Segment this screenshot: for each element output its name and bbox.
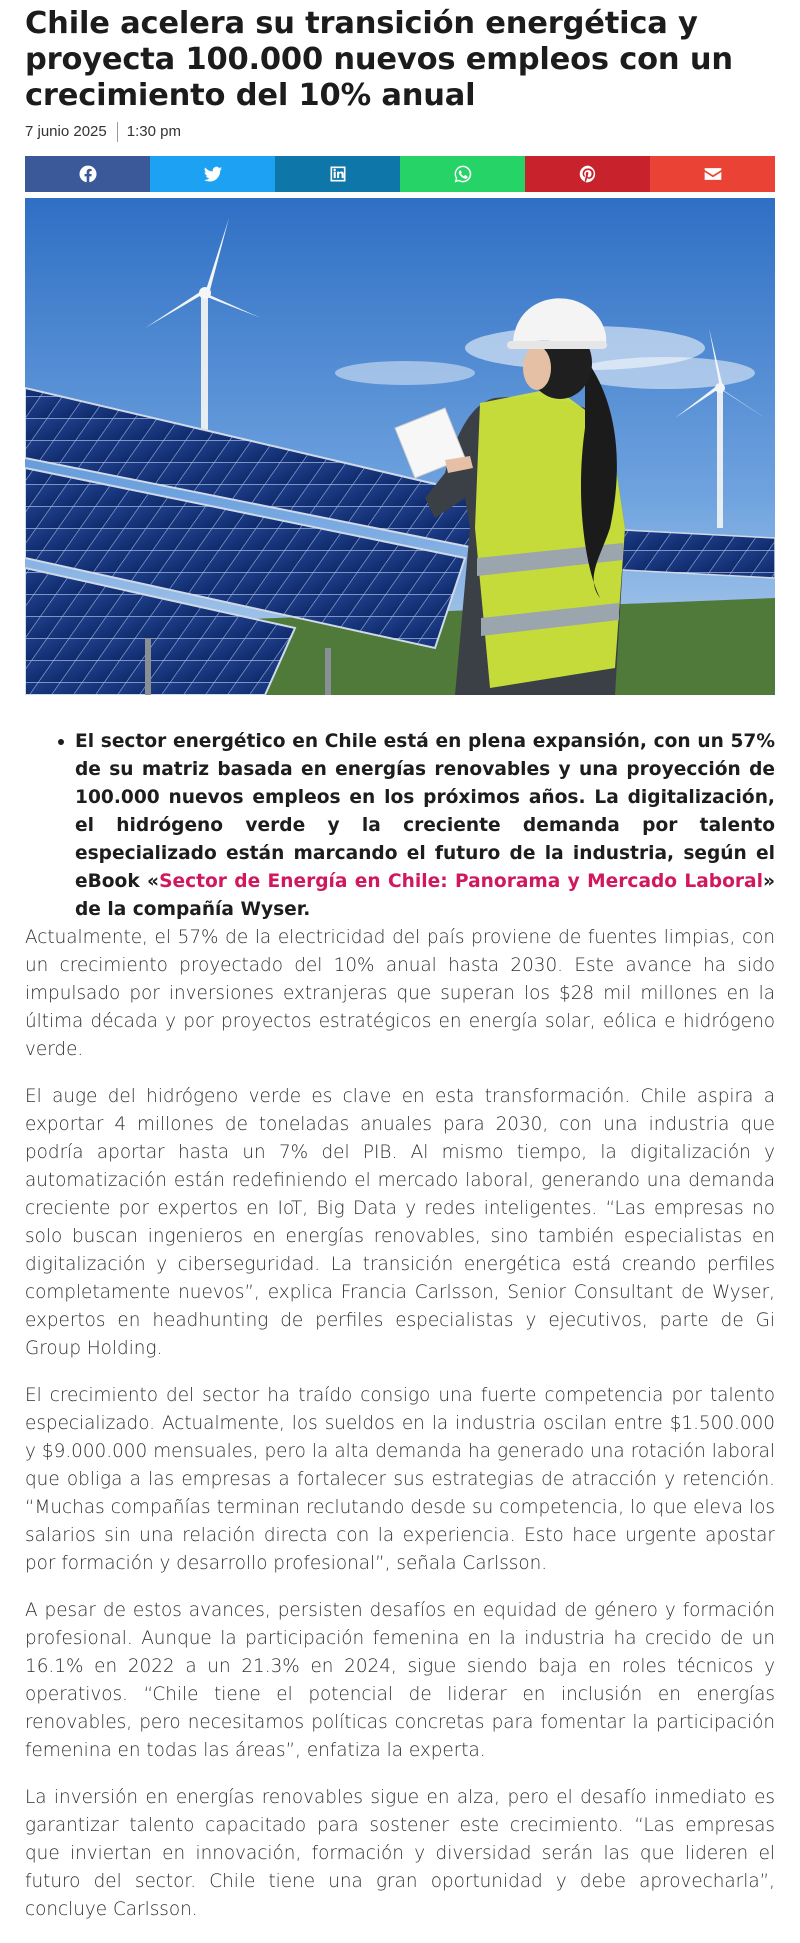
paragraph-3: El crecimiento del sector ha traído consigo una fuerte competencia por talento especializado. Actualmente, los sueldos en la industria oscilan entre $1.500.000 y $9.000.000 mensuales, pero la alta demanda ha generado una rotación laboral que obliga a las empresas a fortalecer sus estrategias de atracción y retención. “Muchas compañías terminan reclutando desde su competencia, lo que eleva los salarios sin una relación directa con la experiencia. Esto hace urgente apostar por formación y desarrollo profesional”, señala Carlsson. xyxy=(25,1385,775,1574)
linkedin-icon xyxy=(328,164,348,184)
share-email-button[interactable] xyxy=(650,156,775,192)
facebook-icon xyxy=(78,164,98,184)
pinterest-icon xyxy=(578,164,598,184)
lead-text-before: El sector energético en Chile está en plena expansión, con un 57% de su matriz basada en energías renovables y una proyección de 100.000 nuevos empleos en los próximos años. La digitalización, el hidrógeno verde y la creciente demanda por talento especializado están marcando el futuro de la industria, según el eBook « xyxy=(75,731,775,892)
share-pinterest-button[interactable] xyxy=(525,156,650,192)
share-facebook-button[interactable] xyxy=(25,156,150,192)
whatsapp-icon xyxy=(453,164,473,184)
bullet-dot xyxy=(58,739,64,745)
share-whatsapp-button[interactable] xyxy=(400,156,525,192)
article-title: Chile acelera su transición energética y proyecta 100.000 nuevos empleos con un crecimiento del 10% anual xyxy=(25,6,733,113)
share-linkedin-button[interactable] xyxy=(275,156,400,192)
lead-text-after: » de la compañía Wyser. xyxy=(75,871,775,920)
share-twitter-button[interactable] xyxy=(150,156,275,192)
envelope-icon xyxy=(703,164,723,184)
ebook-link[interactable]: Sector de Energía en Chile: Panorama y Mercado Laboral xyxy=(159,871,763,892)
paragraph-5: La inversión en energías renovables sigue en alza, pero el desafío inmediato es garantizar talento capacitado para sostener este crecimiento. “Las empresas que inviertan en innovación, formación y diversidad serán las que lideren el futuro del sector. Chile tiene una gran oportunidad y debe aprovecharla”, concluye Carlsson. xyxy=(25,1787,775,1920)
paragraph-2: El auge del hidrógeno verde es clave en esta transformación. Chile aspira a exportar 4 millones de toneladas anuales para 2030, con una industria que podría aportar hasta un 7% del PIB. Al mismo tiempo, la digitalización y automatización están redefiniendo el mercado laboral, generando una demanda creciente por expertos en IoT, Big Data y redes inteligentes. “Las empresas no solo buscan ingenieros en energías renovables, sino también especialistas en digitalización y ciberseguridad. La transición energética está creando perfiles completamente nuevos”, explica Francia Carlsson, Senior Consultant de Wyser, expertos en headhunting de perfiles especialistas y ejecutivos, parte de Gi Group Holding. xyxy=(25,1086,775,1359)
twitter-icon xyxy=(203,164,223,184)
article-body xyxy=(25,924,775,1924)
article-meta xyxy=(25,122,775,142)
paragraph-4: A pesar de estos avances, persisten desafíos en equidad de género y formación profesional. Aunque la participación femenina en la industria ha crecido de un 16.1% en 2022 a un 21.3% en 2024, sigue siendo baja en roles técnicos y operativos. “Chile tiene el potencial de liderar en inclusión en energías renovables, pero necesitamos políticas concretas para fomentar la participación femenina en todas las áreas”, enfatiza la experta. xyxy=(25,1600,775,1761)
hero-image xyxy=(25,198,775,695)
solar-engineer-illustration xyxy=(25,198,775,695)
paragraph-1: Actualmente, el 57% de la electricidad del país proviene de fuentes limpias, con un crecimiento proyectado del 10% anual hasta 2030. Este avance ha sido impulsado por inversiones extranjeras que superan los $28 mil millones en la última década y por proyectos estratégicos en energía solar, eólica e hidrógeno verde. xyxy=(25,927,775,1060)
meta-divider xyxy=(117,122,118,142)
article-time: 1:30 pm xyxy=(126,123,181,140)
article xyxy=(25,0,775,1924)
lead-bullet xyxy=(25,728,775,924)
share-bar xyxy=(25,156,775,192)
article-date: 7 junio 2025 xyxy=(25,123,107,140)
